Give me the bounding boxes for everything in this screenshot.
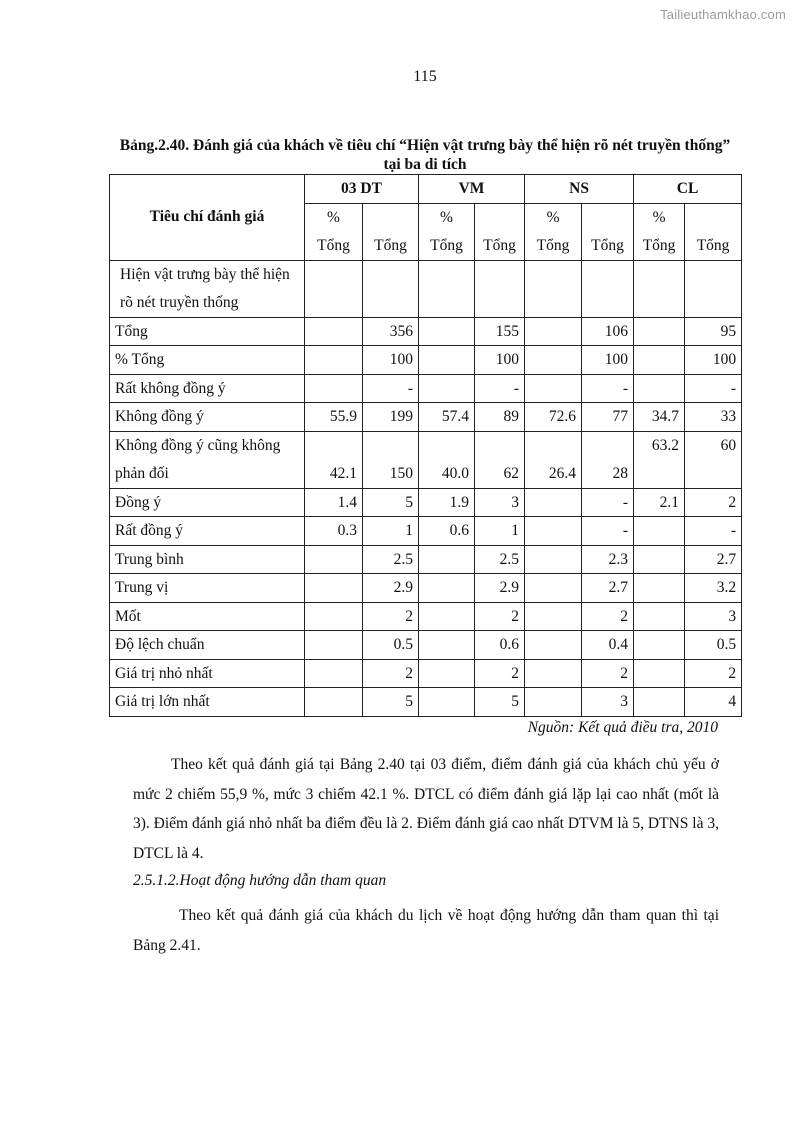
table-cell: 2	[475, 659, 525, 688]
sub-header-total: Tổng	[582, 203, 634, 260]
paragraph-1: Theo kết quả đánh giá tại Bảng 2.40 tại 03 điểm, điểm đánh giá của khách chủ yếu ở mức 2 chiếm 55,9 %, mức 3 chiếm 42.1 %. DTCL có điểm đánh giá lặp lại cao nhất (mốt là 3). Điểm đánh giá nhỏ nhất ba điểm đều là 2. Điểm đánh giá cao nhất DTVM là 5, DTNS là 3, DTCL là 4.	[133, 756, 719, 862]
table-cell	[419, 260, 475, 317]
table-cell: 42.1	[305, 431, 363, 488]
table-cell: 155	[475, 317, 525, 346]
table-row	[110, 631, 742, 660]
table-row	[110, 403, 742, 432]
table-cell	[419, 574, 475, 603]
group-header: NS	[525, 175, 634, 204]
table-cell: -	[582, 488, 634, 517]
table-cell	[525, 688, 582, 717]
table-cell	[525, 374, 582, 403]
table-cell: 2	[582, 602, 634, 631]
table-cell	[634, 260, 685, 317]
table-cell: 199	[363, 403, 419, 432]
criterion-label: Hiện vật trưng bày thể hiện rõ nét truyền thống	[110, 260, 305, 317]
table-cell: 5	[363, 488, 419, 517]
table-cell: 95	[685, 317, 742, 346]
table-cell: 100	[363, 346, 419, 375]
sub-header-pct: % Tổng	[305, 203, 363, 260]
table-cell: 33	[685, 403, 742, 432]
table-cell	[419, 659, 475, 688]
table-cell: -	[363, 374, 419, 403]
table-cell	[305, 574, 363, 603]
table-cell	[525, 317, 582, 346]
table-cell: 2.5	[363, 545, 419, 574]
table-cell: -	[475, 374, 525, 403]
table-cell	[419, 688, 475, 717]
source-note: Nguồn: Kết quả điều tra, 2010	[527, 719, 718, 736]
table-cell: 2	[363, 659, 419, 688]
table-row	[110, 517, 742, 546]
page-number: 115	[413, 68, 437, 85]
row-label: Tổng	[110, 317, 305, 346]
table-cell: 2	[363, 602, 419, 631]
table-cell: 100	[685, 346, 742, 375]
table-cell: 2.1	[634, 488, 685, 517]
table-title: Bảng.2.40. Đánh giá của khách về tiêu chí “Hiện vật trưng bày thể hiện rõ nét truyền thống” tại ba di tích	[119, 137, 731, 173]
table-cell: 100	[582, 346, 634, 375]
table-cell: 1	[363, 517, 419, 546]
row-label: Không đồng ý cũng không phản đối	[110, 431, 305, 488]
table-cell: 5	[363, 688, 419, 717]
table-cell	[419, 374, 475, 403]
table-cell: 1.4	[305, 488, 363, 517]
table-cell	[305, 631, 363, 660]
table-cell	[634, 545, 685, 574]
table-cell	[305, 260, 363, 317]
sub-header-total: Tổng	[475, 203, 525, 260]
table-cell: 55.9	[305, 403, 363, 432]
table-row	[110, 602, 742, 631]
table-cell	[419, 346, 475, 375]
evaluation-table	[109, 174, 742, 717]
table-cell: 356	[363, 317, 419, 346]
table-cell: 0.5	[363, 631, 419, 660]
table-cell	[305, 545, 363, 574]
table-cell: 72.6	[525, 403, 582, 432]
table-cell: 1	[475, 517, 525, 546]
table-row	[110, 545, 742, 574]
table-cell	[305, 602, 363, 631]
table-cell	[525, 602, 582, 631]
table-row	[110, 374, 742, 403]
table-cell: 2.9	[475, 574, 525, 603]
table-row	[110, 431, 742, 488]
row-label: Độ lệch chuẩn	[110, 631, 305, 660]
table-cell	[525, 488, 582, 517]
table-cell: 60	[685, 431, 742, 488]
table-cell	[525, 517, 582, 546]
group-header: VM	[419, 175, 525, 204]
table-cell: 3	[475, 488, 525, 517]
table-cell	[634, 602, 685, 631]
table-cell: 0.5	[685, 631, 742, 660]
table-cell: 0.3	[305, 517, 363, 546]
row-label: Giá trị lớn nhất	[110, 688, 305, 717]
table-cell: -	[582, 374, 634, 403]
table-cell	[305, 659, 363, 688]
table-cell: 0.6	[475, 631, 525, 660]
table-cell	[525, 659, 582, 688]
row-label: Rất đồng ý	[110, 517, 305, 546]
table-cell: 2.5	[475, 545, 525, 574]
table-cell: 3	[685, 602, 742, 631]
table-cell: 2.7	[685, 545, 742, 574]
table-cell: 2	[475, 602, 525, 631]
table-cell	[525, 574, 582, 603]
table-row	[110, 659, 742, 688]
table-cell: -	[685, 517, 742, 546]
table-cell: 89	[475, 403, 525, 432]
sub-header-pct: % Tổng	[525, 203, 582, 260]
sub-header-pct: % Tổng	[419, 203, 475, 260]
table-cell: 63.2	[634, 431, 685, 488]
table-cell	[305, 346, 363, 375]
sub-header-total: Tổng	[685, 203, 742, 260]
table-cell: 1.9	[419, 488, 475, 517]
table-cell	[305, 374, 363, 403]
table-cell	[419, 631, 475, 660]
table-cell: 0.6	[419, 517, 475, 546]
row-label: Trung vị	[110, 574, 305, 603]
table-cell	[419, 602, 475, 631]
table-cell	[634, 517, 685, 546]
table-cell: 62	[475, 431, 525, 488]
table-row	[110, 317, 742, 346]
table-cell	[525, 545, 582, 574]
table-cell: 2	[582, 659, 634, 688]
table-cell: 5	[475, 688, 525, 717]
table-cell: -	[582, 517, 634, 546]
table-row	[110, 688, 742, 717]
criterion-row	[110, 260, 742, 317]
table-row	[110, 346, 742, 375]
group-header: 03 DT	[305, 175, 419, 204]
table-cell: 0.4	[582, 631, 634, 660]
table-cell	[634, 659, 685, 688]
table-row	[110, 574, 742, 603]
group-header-row	[110, 175, 742, 204]
table-cell: 150	[363, 431, 419, 488]
table-cell	[634, 688, 685, 717]
table-cell: 3.2	[685, 574, 742, 603]
table-cell: 2.9	[363, 574, 419, 603]
table-cell	[525, 631, 582, 660]
table-cell	[582, 260, 634, 317]
row-label: Đồng ý	[110, 488, 305, 517]
table-row	[110, 488, 742, 517]
row-label: Rất không đồng ý	[110, 374, 305, 403]
table-cell: 40.0	[419, 431, 475, 488]
table-cell: 100	[475, 346, 525, 375]
table-cell: 2	[685, 659, 742, 688]
table-cell: 26.4	[525, 431, 582, 488]
table-cell: 2	[685, 488, 742, 517]
table-cell: 4	[685, 688, 742, 717]
sub-header-pct: % Tổng	[634, 203, 685, 260]
row-label: Mốt	[110, 602, 305, 631]
paragraph-2: Theo kết quả đánh giá của khách du lịch về hoạt động hướng dẫn tham quan thì tại Bảng 2.41.	[133, 907, 719, 954]
row-label: Không đồng ý	[110, 403, 305, 432]
table-cell	[634, 374, 685, 403]
row-label: Trung bình	[110, 545, 305, 574]
table-cell	[305, 317, 363, 346]
table-cell	[475, 260, 525, 317]
table-cell	[419, 317, 475, 346]
table-cell	[634, 574, 685, 603]
table-cell: 106	[582, 317, 634, 346]
row-label: % Tổng	[110, 346, 305, 375]
table-cell: 57.4	[419, 403, 475, 432]
table-cell: 34.7	[634, 403, 685, 432]
table-cell: 3	[582, 688, 634, 717]
table-cell: 28	[582, 431, 634, 488]
criteria-header: Tiêu chí đánh giá	[110, 175, 305, 261]
table-cell: -	[685, 374, 742, 403]
table-cell	[634, 346, 685, 375]
section-heading: 2.5.1.2.Hoạt động hướng dẫn tham quan	[133, 872, 387, 889]
table-cell: 2.3	[582, 545, 634, 574]
table-cell: 2.7	[582, 574, 634, 603]
table-cell	[525, 346, 582, 375]
row-label: Giá trị nhỏ nhất	[110, 659, 305, 688]
table-cell	[305, 688, 363, 717]
table-cell	[419, 545, 475, 574]
table-cell	[363, 260, 419, 317]
sub-header-total: Tổng	[363, 203, 419, 260]
table-cell	[525, 260, 582, 317]
table-cell: 77	[582, 403, 634, 432]
table-cell	[634, 631, 685, 660]
table-cell	[634, 317, 685, 346]
table-cell	[685, 260, 742, 317]
group-header: CL	[634, 175, 742, 204]
watermark: Tailieuthamkhao.com	[660, 7, 786, 22]
